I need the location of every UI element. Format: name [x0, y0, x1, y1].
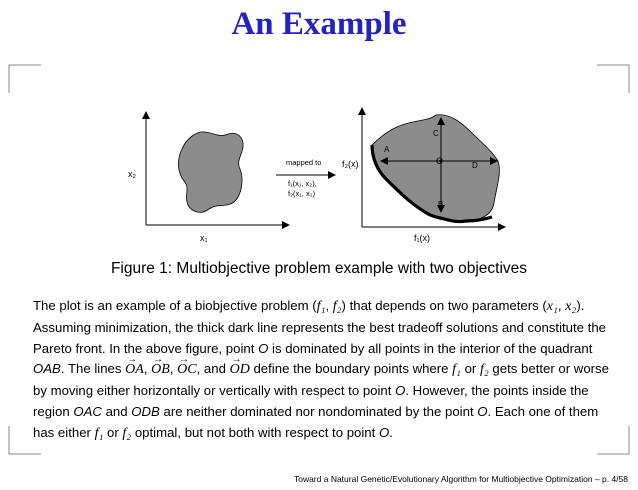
- mapping-f1: f₁(x₁, x₂),: [288, 179, 317, 188]
- quadrant-oab-ref: OAB: [33, 361, 61, 377]
- text-segment: or: [103, 424, 123, 440]
- math-x1: x₁: [546, 299, 558, 314]
- region-odb-ref: ODB: [131, 403, 160, 419]
- objective-space-plot: [342, 111, 502, 243]
- point-o-ref: O: [258, 340, 269, 356]
- f2-axis-label: f₂(x): [342, 159, 359, 169]
- text-segment: ) that depends on two parameters (: [341, 298, 547, 313]
- vector-oc: → OC: [177, 360, 196, 381]
- mapping-figure: [110, 105, 510, 255]
- text-segment: ,: [325, 298, 333, 313]
- text-segment: ,: [557, 298, 566, 313]
- decision-space-plot: [128, 115, 286, 243]
- point-a-label: A: [384, 145, 390, 154]
- text-segment: . Each one of them has either: [33, 403, 599, 440]
- math-f2: f₂: [122, 425, 132, 441]
- slide-title: An Example: [231, 6, 407, 42]
- point-o-ref: O: [378, 424, 390, 440]
- point-o-label: O: [436, 156, 444, 166]
- text-segment: define the boundary points where: [249, 361, 453, 377]
- corner-bracket-top-left: [8, 64, 42, 94]
- x1-axis-label: x₁: [200, 233, 208, 243]
- text-segment: and: [101, 403, 132, 419]
- math-f2: f₂: [332, 299, 342, 314]
- text-segment: are neither dominated nor nondominated by the point: [159, 403, 478, 419]
- text-segment: or: [460, 361, 480, 377]
- math-f1: f₁: [316, 299, 326, 314]
- corner-bracket-top-right: [596, 64, 630, 94]
- text-segment: optimal, but not both with respect to point: [131, 424, 379, 440]
- text-segment: .: [389, 424, 393, 440]
- mapping-label: mapped to: [286, 158, 322, 167]
- text-segment: ,: [143, 361, 152, 377]
- math-x2: x₂: [565, 299, 577, 314]
- text-segment: ). Assuming minimization, the thick dark line represents the best tradeoff solutions and constitute the Pareto front. In the above figure, point: [33, 298, 606, 356]
- vector-ob: → OB: [151, 360, 170, 381]
- point-b-label: B: [438, 200, 444, 209]
- feasible-region: [178, 132, 243, 212]
- math-f1: f₁: [452, 362, 461, 378]
- text-segment: is dominated by all points in the interior of the quadrant: [268, 340, 593, 356]
- text-segment: . The lines: [60, 361, 126, 377]
- point-d-label: D: [472, 161, 478, 170]
- body-paragraph: [33, 296, 613, 445]
- region-oac-ref: OAC: [73, 403, 102, 419]
- slide-footer: Toward a Natural Genetic/Evolutionary Algorithm for Multiobjective Optimization – p. 4/58: [293, 474, 628, 484]
- text-segment: The plot is an example of a biobjective problem (: [33, 298, 317, 313]
- math-f1: f₁: [94, 425, 104, 441]
- f1-axis-label: f₁(x): [414, 233, 431, 243]
- text-segment: ,: [169, 361, 178, 377]
- text-segment: gets better or worse by moving either horizontally or vertically with respect to point: [33, 361, 609, 399]
- point-o-ref: O: [477, 403, 488, 419]
- math-f2: f₂: [480, 362, 489, 378]
- text-segment: . However, the points inside the region: [33, 383, 589, 419]
- mapping-f2: f₂(x₁, x₂): [288, 189, 316, 198]
- mapping-arrow-group: [276, 158, 332, 198]
- figure-caption: Figure 1: Multiobjective problem example with two objectives: [110, 260, 528, 277]
- x2-axis-label: x₂: [128, 169, 136, 179]
- vector-od: → OD: [230, 360, 250, 381]
- point-o-ref: O: [395, 383, 406, 399]
- text-segment: , and: [196, 361, 230, 377]
- point-c-label: C: [433, 129, 439, 138]
- vector-oa: → OA: [125, 360, 144, 381]
